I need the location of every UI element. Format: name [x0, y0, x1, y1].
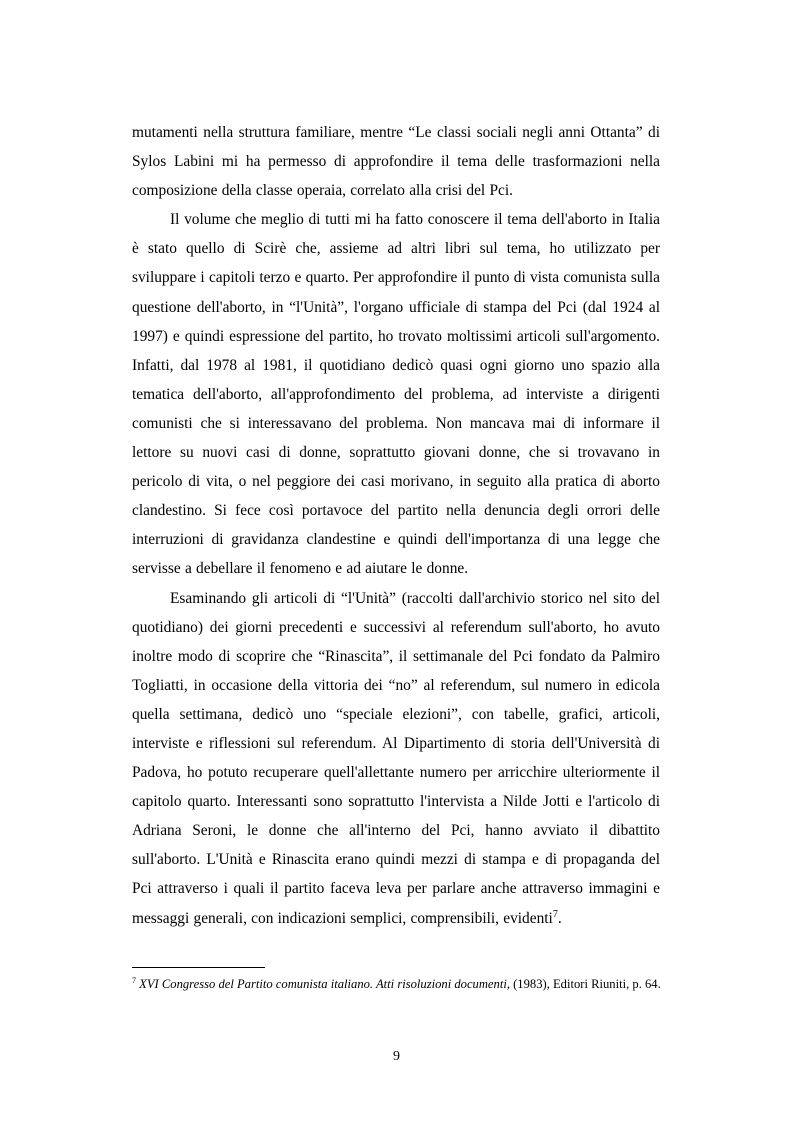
- paragraph-3-text: Esaminando gli articoli di “l'Unità” (raccolti dall'archivio storico nel sito del quotidiano) dei giorni precedenti e successivi al referendum sull'aborto, ho avuto inoltre modo di scoprire che “Rinascita”, il settimanale del Pci fondato da Palmiro Togliatti, in occasione della vittoria dei “no” al referendum, sul numero in edicola quella settimana, dedicò uno “speciale elezioni”, con tabelle, grafici, articoli, interviste e riflessioni sul referendum. Al Dipartimento di storia dell'Università di Padova, ho potuto recuperare quell'allettante numero per arricchire ulteriormente il capitolo quarto. Interessanti sono soprattutto l'intervista a Nilde Jotti e l'articolo di Adriana Seroni, le donne che all'interno del Pci, hanno avviato il dibattito sull'aborto. L'Unità e Rinascita erano quindi mezzi di stampa e di propaganda del Pci attraverso i quali il partito faceva leva per parlare anche attraverso immagini e messaggi generali, con indicazioni semplici, comprensibili, evidenti: [132, 589, 660, 927]
- paragraph-2: Il volume che meglio di tutti mi ha fatto conoscere il tema dell'aborto in Italia è stato quello di Scirè che, assieme ad altri libri sul tema, ho utilizzato per sviluppare i capitoli terzo e quarto. Per approfondire il punto di vista comunista sulla questione dell'aborto, in “l'Unità”, l'organo ufficiale di stampa del Pci (dal 1924 al 1997) e quindi espressione del partito, ho trovato moltissimi articoli sull'argomento. Infatti, dal 1978 al 1981, il quotidiano dedicò quasi ogni giorno uno spazio alla tematica dell'aborto, all'approfondimento del problema, ad interviste a dirigenti comunisti che si interessavano del problema. Non mancava mai di informare il lettore su nuovi casi di donne, soprattutto giovani donne, che si trovavano in pericolo di vita, o nel peggiore dei casi morivano, in seguito alla pratica di aborto clandestino. Si fece così portavoce del partito nella denuncia degli orrori delle interruzioni di gravidanza clandestine e quindi dell'importanza di una legge che servisse a debellare il fenomeno e ad aiutare le donne.: [132, 211, 660, 578]
- footnote-reference[interactable]: 7: [552, 908, 558, 920]
- paragraph-1: mutamenti nella struttura familiare, mentre “Le classi sociali negli anni Ottanta” di Sylos Labini mi ha permesso di approfondire il tema delle trasformazioni nella composizione della classe operaia, correlato alla crisi del Pci.: [132, 124, 660, 200]
- footnote-citation: (1983), Editori Riuniti, p. 64.: [509, 977, 661, 991]
- page-number: 9: [393, 1049, 400, 1064]
- footnote-separator: [132, 967, 265, 968]
- footnote: [132, 975, 662, 994]
- paragraph-3-ending: .: [557, 909, 562, 927]
- paragraph-3: [132, 584, 660, 933]
- footnote-number: 7: [132, 975, 136, 985]
- footnote-title: XVI Congresso del Partito comunista italiano. Atti risoluzioni documenti,: [139, 977, 510, 991]
- body-text: [132, 118, 660, 933]
